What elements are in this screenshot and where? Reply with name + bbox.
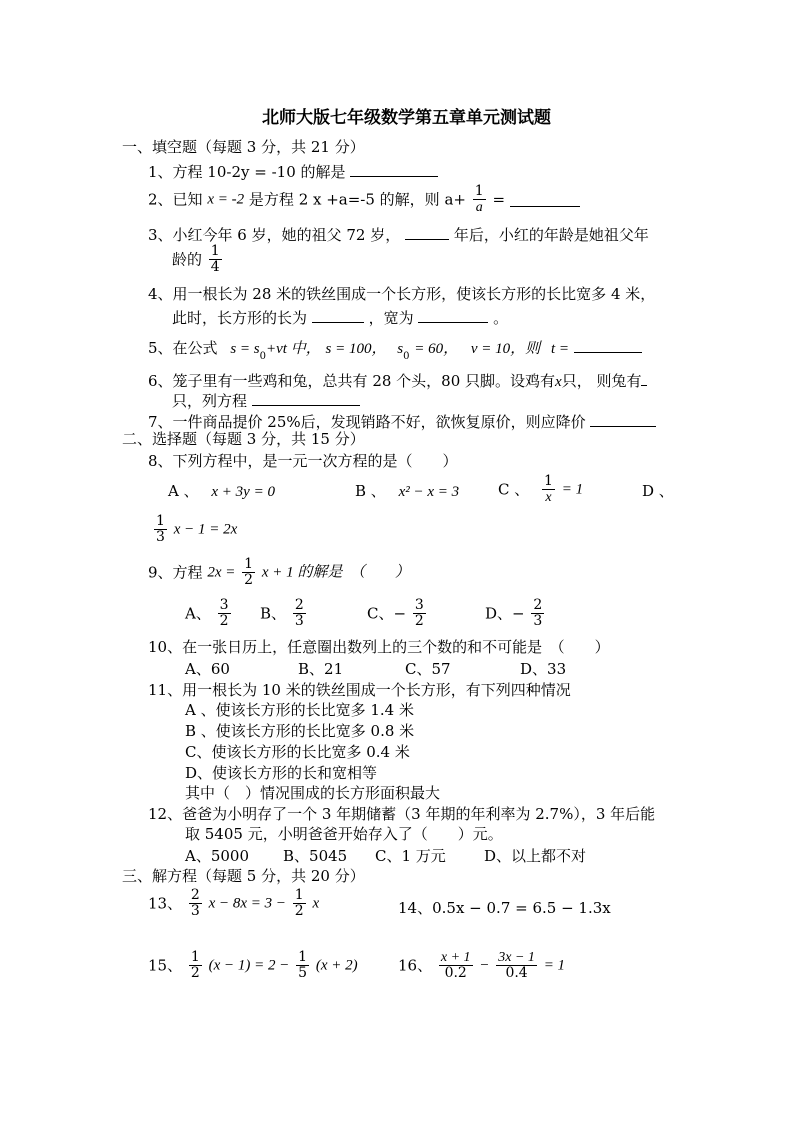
value-t: t = [550,341,569,357]
option-label: C 、 [498,480,530,499]
question-12-line-2: 取 5405 元，小明爸爸开始存入了（ ）元。 [185,825,503,843]
equation-part: x [312,895,320,912]
option-label: B 、 [355,482,386,500]
answer-blank[interactable] [350,162,438,177]
equation-part: (x + 2) [315,957,358,974]
equation-part: x − 8x = 3 − [208,895,287,912]
fraction: $\frac{2}{3}$ [533,597,543,630]
answer-blank[interactable] [641,371,647,386]
question-8-option-d [152,514,237,546]
question-3-text-3: 龄的 [172,250,203,269]
question-3-line-1 [148,225,649,243]
variable-x: x [555,374,562,390]
value-s0-eq: = 60， [414,341,459,357]
fraction: $\frac{2}{3}$ [190,887,200,920]
question-8-option-a [168,484,275,500]
question-11-option-d: D、使该长方形的长和宽相等 [185,764,378,782]
question-10-option-d: D、33 [520,660,567,678]
question-9-text-2: x + 1 的解是 （ ） [261,564,410,581]
question-11-option-b: B 、使该长方形的长比宽多 0.8 米 [185,722,415,740]
question-2-expr: x = -2 [207,191,245,208]
question-9-option-c [367,598,428,630]
question-8-option-c [498,474,583,506]
question-9-option-d [485,598,546,630]
section-heading-multiple-choice: 二、选择题（每题 3 分，共 15 分） [122,430,365,448]
fraction: $\frac{3x - 1}{0.4}$ [498,950,535,982]
formula-rest: +vt 中， [266,341,321,357]
question-8-option-b [355,484,459,500]
question-5-text: 5、在公式 [148,339,218,357]
question-8-option-d-label: D 、 [642,482,674,500]
fraction: $\frac{1}{5}$ [298,949,308,982]
subscript-0: 0 [403,351,410,362]
question-12-option-a: A、5000 [185,847,250,865]
question-7-text: 7、一件商品提价 25%后，发现销路不好，欲恢复原价，则应降价 [148,413,586,431]
equation-part: = 1 [543,957,566,974]
option-expression: = 1 [561,481,584,498]
question-9-text: 9、方程 [148,563,203,582]
question-4-line-2 [172,308,508,326]
fraction: $\frac{1}{a}$ [474,183,484,216]
question-6-text: 6、笼子里有一些鸡和兔，总共有 28 个头，80 只脚。设鸡有 [148,372,556,390]
fraction: $\frac{3}{2}$ [219,597,229,630]
question-number: 15、 [148,956,183,975]
option-expression: x − 1 = 2x [173,521,238,538]
question-15 [148,950,358,982]
answer-blank[interactable] [312,308,364,323]
question-11-stem: 11、用一根长为 10 米的铁丝围成一个长方形，有下列四种情况 [148,681,571,699]
subscript-0: 0 [259,351,266,362]
question-9-expr: 2x = [207,564,236,581]
fraction: $\frac{1}{x}$ [544,473,553,506]
fraction: $\frac{2}{3}$ [294,597,304,630]
question-4-line-1: 4、用一根长为 28 米的铁丝围成一个长方形，使该长方形的长比宽多 4 米， [148,285,656,303]
question-9-option-b [260,598,308,630]
answer-blank[interactable] [574,338,642,353]
question-10-stem: 10、在一张日历上，任意圈出数列上的三个数的和不可能是 （ ） [148,638,610,656]
question-11-option-a: A 、使该长方形的长比宽多 1.4 米 [185,701,414,719]
question-4-text-3: 。 [493,309,509,327]
equation-part: (x − 1) = 2 − [208,957,290,974]
option-expression: x² − x = 3 [398,484,460,500]
question-10-option-c: C、57 [405,660,451,678]
question-12-option-c: C、1 万元 [375,847,446,865]
question-1-text: 1、方程 10-2y = -10 的解是 [148,163,346,181]
section-heading-fill-in: 一、填空题（每题 3 分，共 21 分） [122,138,365,156]
question-3-line-2 [172,244,224,276]
question-6-line-1 [148,371,647,390]
option-label: A、 [185,604,211,623]
value-s0: s [397,341,404,357]
question-12-line-1: 12、爸爸为小明存了一个 3 年期储蓄（3 年期的年利率为 2.7%），3 年后能 [148,805,656,823]
answer-blank[interactable] [252,391,360,406]
answer-blank[interactable] [405,225,449,240]
question-2-text-2: 是方程 [248,190,294,209]
answer-blank[interactable] [418,308,488,323]
fraction: $\frac{1}{4}$ [210,243,220,276]
question-6-text-3: 只，列方程 [172,392,248,410]
question-number: 16、 [398,956,433,975]
question-3-text: 3、小红今年 6 岁，她的祖父 72 岁， [148,226,401,244]
question-2-text-3: 2 x +a=-5 的解，则 a+ [298,190,466,209]
fraction: $\frac{x + 1}{0.2}$ [440,950,471,982]
equals-sign: = [492,190,506,209]
question-11-option-c: C、使该长方形的长比宽多 0.4 米 [185,743,410,761]
page-title: 北师大版七年级数学第五章单元测试题 [262,108,551,128]
question-14: 14、0.5x − 0.7 = 6.5 − 1.3x [398,899,611,917]
value-v: v = 10，则 [470,341,541,357]
option-label: A 、 [168,482,199,500]
question-12-option-b: B、5045 [283,847,348,865]
value-s: s = 100， [325,341,387,357]
fraction: $\frac{1}{2}$ [244,556,254,589]
question-number: 13、 [148,894,183,913]
question-3-text-2: 年后，小红的年龄是她祖父年 [453,226,649,244]
question-12-option-d: D、以上都不对 [484,847,587,865]
equation-part: − [479,957,490,974]
question-1 [148,162,438,180]
option-label: B、 [260,604,287,623]
fraction: $\frac{1}{3}$ [156,513,165,546]
question-9-stem [148,557,410,589]
question-10-option-b: B、21 [298,660,344,678]
question-2 [148,184,580,216]
fraction: $\frac{1}{2}$ [294,887,304,920]
question-9-option-a [185,598,233,630]
section-heading-solve-equations: 三、解方程（每题 5 分，共 20 分） [122,867,365,885]
question-13 [148,888,319,920]
question-8-stem: 8、下列方程中，是一元一次方程的是（ ） [148,452,458,470]
question-11-tail: 其中（ ）情况围成的长方形面积最大 [185,784,441,802]
fraction: $\frac{1}{2}$ [190,949,200,982]
answer-blank[interactable] [590,412,656,427]
option-label: D、− [485,604,525,623]
question-10-option-a: A、60 [185,660,230,678]
question-4-text: 此时，长方形的长为 [172,309,308,327]
formula-s: s = s [230,341,260,357]
question-6-line-2 [172,391,360,409]
option-expression: x + 3y = 0 [211,484,275,500]
option-label: C、− [367,604,407,623]
question-4-text-2: ，宽为 [368,309,414,327]
question-6-text-2: 只， 则兔有 [561,372,642,390]
question-7 [148,412,656,430]
answer-blank[interactable] [510,192,580,207]
question-16 [398,950,565,982]
question-5 [148,338,642,362]
fraction: $\frac{3}{2}$ [414,597,424,630]
question-2-text: 2、已知 [148,190,203,209]
